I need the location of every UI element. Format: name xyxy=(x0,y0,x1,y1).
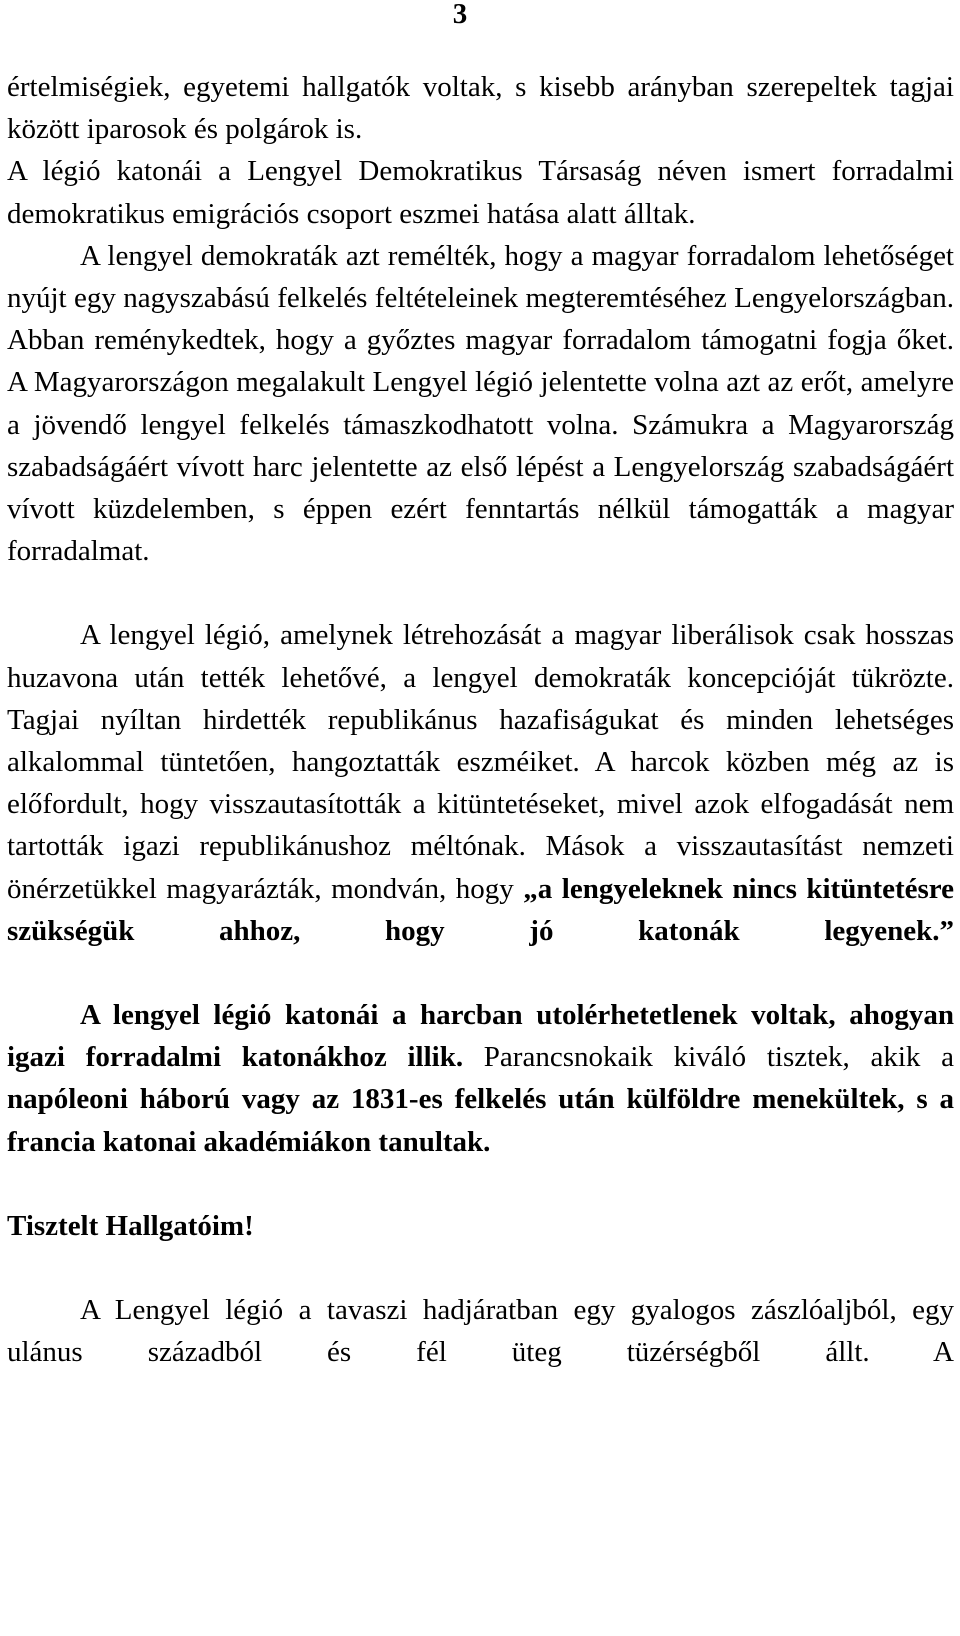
paragraph-3-plain: Parancsnokaik kiváló tisztek, akik a xyxy=(483,1041,954,1074)
paragraph-1a: értelmiségiek, egyetemi hallgatók voltak, s kisebb arányban szerepeltek tagjai között iparosok és polgárok is. xyxy=(7,71,954,146)
paragraph-1c: A lengyel demokraták azt remélték, hogy a magyar forradalom lehetőséget nyújt egy nagyszabású felkelés feltételeinek megteremtéséhez Lengyelországban. Abban reménykedtek, hogy a győztes magyar forradalom támogatni fogja őket. A Magyarországon megalakult Lengyel légió jelentette volna azt az erőt, amelyre a jövendő lengyel felkelés támaszkodhatott volna. Számukra a Magyarország szabadságáért vívott harc jelentette az első lépést a Lengyelország szabadságáért vívott küzdelemben, s éppen ezért fenntartás nélkül támogatták a magyar forradalmat. xyxy=(7,239,954,568)
page-number: 3 xyxy=(452,0,468,30)
document-body xyxy=(7,66,954,1373)
paragraph-4: A Lengyel légió a tavaszi hadjáratban egy gyalogos zászlóaljból, egy ulánus századból és fél üteg tüzérségből állt. A xyxy=(7,1294,954,1369)
paragraph-3-bold-lead: A lengyel légió katonái a harcban utolérhetetlenek voltak, ahogyan igazi forradalmi katonákhoz illik. xyxy=(7,999,954,1074)
salutation-text: Tisztelt Hallgatóim! xyxy=(7,1209,254,1242)
salutation xyxy=(7,1205,954,1247)
paragraph-3-bold-tail: napóleoni háború vagy az 1831-es felkelés után külföldre menekültek, s a francia katonai akadémiákon tanultak. xyxy=(7,1083,954,1158)
paragraph-2 xyxy=(7,614,954,952)
paragraph-2-text: A lengyel légió, amelynek létrehozását a magyar liberálisok csak hosszas huzavona után tették lehetővé, a lengyel demokraták koncepcióját tükrözte. Tagjai nyíltan hirdették republikánus hazafiságukat és minden lehetséges alkalommal tüntetően, hangoztatták eszméiket. A harcok közben még az is előfordult, hogy visszautasították a kitüntetéseket, mivel azok elfogadását nem tartották igazi republikánushoz méltónak. Mások a visszautasítást nemzeti önérzetükkel magyarázták, mondván, hogy xyxy=(7,619,954,905)
paragraph-1b: A légió katonái a Lengyel Demokratikus Társaság néven ismert forradalmi demokratikus emigrációs csoport eszmei hatása alatt álltak. xyxy=(7,155,954,230)
paragraph-3 xyxy=(7,994,954,1163)
paragraph-2-quote: „a lengyeleknek nincs kitüntetésre szükségük ahhoz, hogy jó katonák legyenek.” xyxy=(7,872,955,947)
